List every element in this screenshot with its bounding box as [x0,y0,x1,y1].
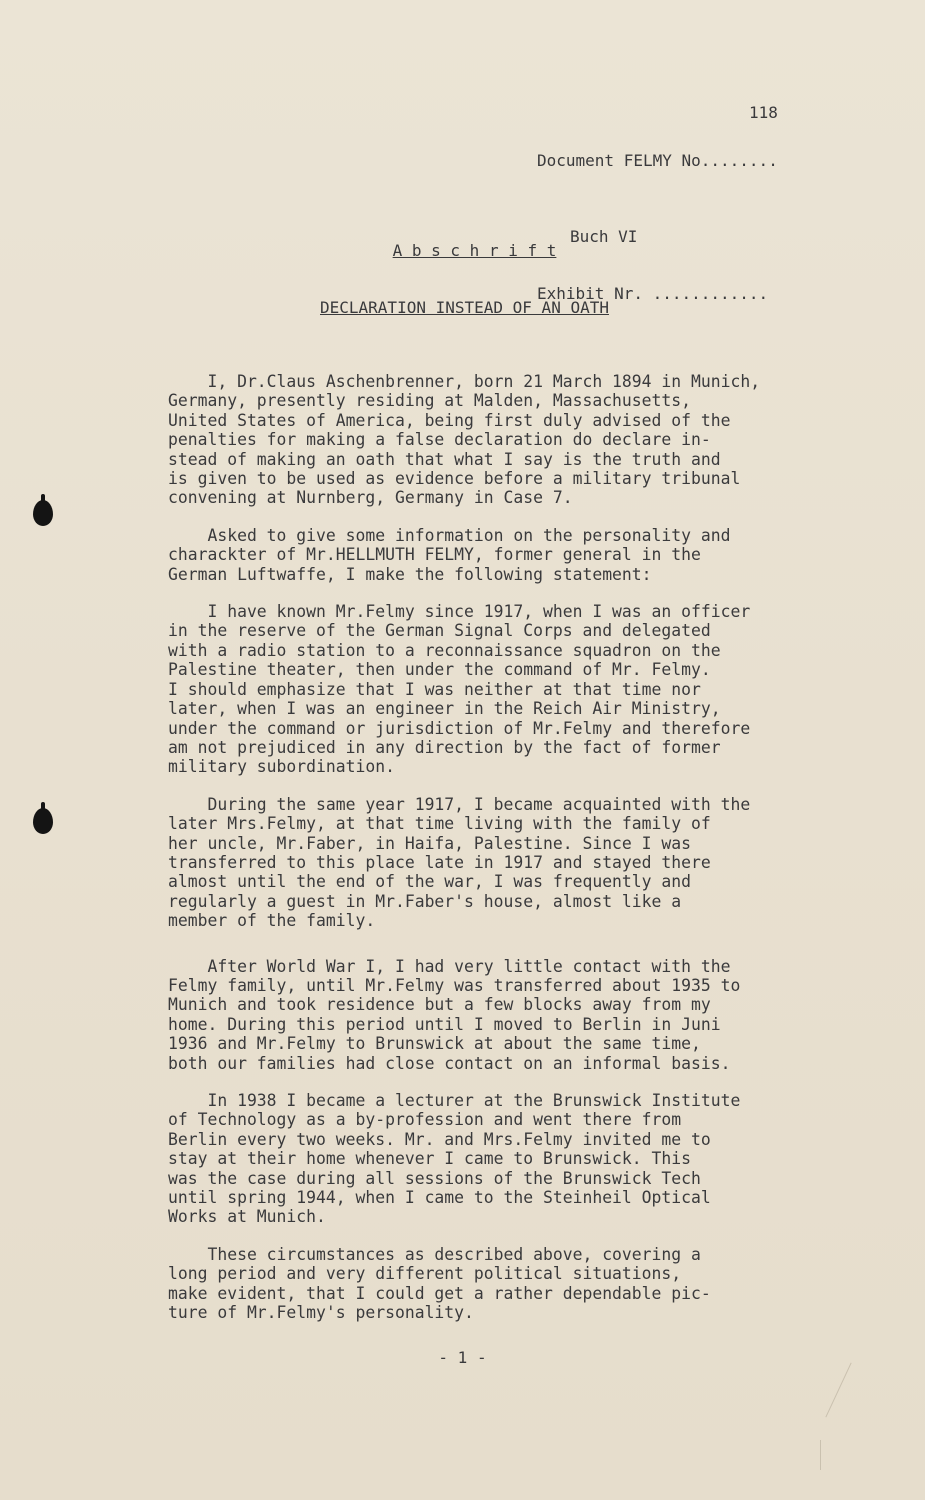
abschrift-title: A b s c h r i f t [392,241,557,260]
declaration-body [168,372,858,1340]
document-dots: ....... [710,151,778,170]
document-label: Document FELMY No. [537,151,711,170]
paragraph-request: Asked to give some information on the personality and charackter of Mr.HELLMUTH FELMY, former general in the German Luftwaffe, I make the following statement: [168,525,731,584]
paragraph-after-war: After World War I, I had very little contact with the Felmy family, until Mr.Felmy was transferred about 1935 to Munich and took residence but a few blocks away from my home. During this period until I moved to Berlin in Juni 1936 and Mr.Felmy to Brunswick at about the same time, both our families had close contact on an informal basis. [168,956,741,1073]
document-number-line [537,151,837,170]
page-number: - 1 - [438,1348,487,1367]
paper-mark [820,1440,821,1470]
exhibit-label: Exhibit Nr. ............ [537,284,769,303]
paragraph-conclusion: These circumstances as described above, covering a long period and very different political situations, make evident, that I could get a rather dependable pic- ture of Mr.Felmy's personality. [168,1244,711,1323]
paragraph-brunswick: In 1938 I became a lecturer at the Brunswick Institute of Technology as a by-profession and went there from Berlin every two weeks. Mr. and Mrs.Felmy invited me to stay at their home whenever I came to Brunswick. This was the case during all sessions of the Brunswick Tech until spring 1944, when I came to the Steinheil Optical Works at Munich. [168,1091,741,1227]
declaration-title: DECLARATION INSTEAD OF AN OATH [320,298,609,317]
punch-hole-icon [33,808,53,834]
paragraph-identity: I, Dr.Claus Aschenbrenner, born 21 March 1894 in Munich, Germany, presently residing at Malden, Massachusetts, United States of America, being first duly advised of the penalties for making a false declaration do declare in- stead of making an oath that what I say is the truth and is given to be used as evidence before a military tribunal convening at Nurnberg, Germany in Case 7. [168,372,761,508]
document-number: 118 [749,103,778,122]
paper-mark [825,1363,851,1418]
paragraph-acquaintance: I have known Mr.Felmy since 1917, when I was an officer in the reserve of the German Signal Corps and delegated with a radio station to a reconnaissance squadron on the Palestine theater, then under the command of Mr. Felmy. I should emphasize that I was neither at that time nor later, when I was an engineer in the Reich Air Ministry, under the command or jurisdiction of Mr.Felmy and therefore am not prejudiced in any direction by the fact of former military subordination. [168,602,751,777]
paragraph-mrs-felmy: During the same year 1917, I became acquainted with the later Mrs.Felmy, at that time living with the family of her uncle, Mr.Faber, in Haifa, Palestine. Since I was transferred to this place late in 1917 and stayed there almost until the end of the war, I was frequently and regularly a guest in Mr.Faber's house, almost like a member of the family. [168,794,751,931]
punch-hole-icon [33,500,53,526]
buch-label: Buch VI [570,227,638,246]
